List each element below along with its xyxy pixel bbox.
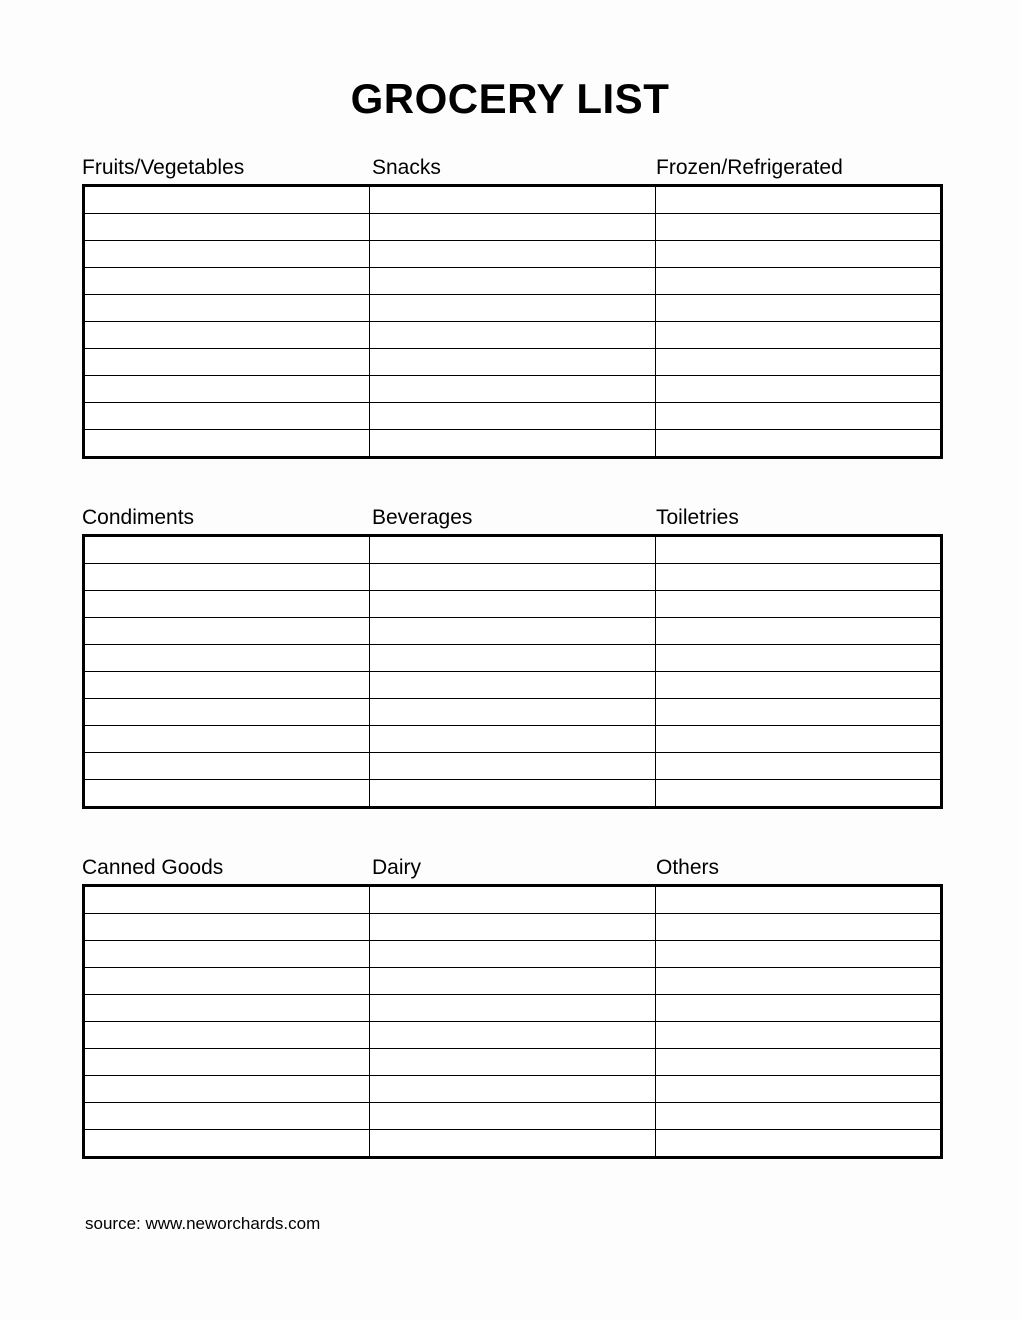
table-row (84, 268, 942, 295)
grid-cell[interactable] (656, 186, 942, 214)
grid-cell[interactable] (84, 268, 370, 295)
grid-cell[interactable] (370, 753, 656, 780)
grid-cell[interactable] (656, 1103, 942, 1130)
table-row (84, 672, 942, 699)
grid-cell[interactable] (656, 1076, 942, 1103)
grid-cell[interactable] (370, 564, 656, 591)
page-title: GROCERY LIST (350, 75, 670, 122)
grid-cell[interactable] (656, 780, 942, 808)
grid-cell[interactable] (84, 430, 370, 458)
table-row (84, 376, 942, 403)
grid-cell[interactable] (370, 591, 656, 618)
table-row (84, 349, 942, 376)
grid-cell[interactable] (84, 1130, 370, 1158)
grid-cell[interactable] (656, 591, 942, 618)
table-row (84, 295, 942, 322)
grid-cell[interactable] (84, 322, 370, 349)
column-header-0: Canned Goods (82, 856, 224, 879)
grid-body (84, 186, 942, 458)
grid-cell[interactable] (84, 186, 370, 214)
column-header-2: Frozen/Refrigerated (656, 156, 843, 179)
grid-cell[interactable] (370, 349, 656, 376)
table-row (84, 753, 942, 780)
grid-cell[interactable] (84, 1022, 370, 1049)
column-header-1: Dairy (372, 856, 422, 879)
grid-cell[interactable] (656, 941, 942, 968)
grid-cell[interactable] (370, 780, 656, 808)
section-column-headers (82, 855, 935, 881)
table-row (84, 699, 942, 726)
table-row (84, 591, 942, 618)
grid-cell[interactable] (370, 1130, 656, 1158)
grid-cell[interactable] (370, 1022, 656, 1049)
grid-cell[interactable] (84, 995, 370, 1022)
grid-cell[interactable] (656, 376, 942, 403)
table-row (84, 645, 942, 672)
grid-cell[interactable] (656, 241, 942, 268)
grid-cell[interactable] (370, 941, 656, 968)
table-row (84, 726, 942, 753)
grid-cell[interactable] (370, 376, 656, 403)
grid-cell[interactable] (656, 645, 942, 672)
grid-cell[interactable] (370, 295, 656, 322)
table-row (84, 1049, 942, 1076)
grid-cell[interactable] (656, 914, 942, 941)
grid-cell[interactable] (370, 268, 656, 295)
table-row (84, 430, 942, 458)
table-row (84, 1076, 942, 1103)
grid-cell[interactable] (656, 1130, 942, 1158)
table-row (84, 186, 942, 214)
grid-cell[interactable] (370, 995, 656, 1022)
grocery-section-canned-dairy-others (82, 855, 935, 1159)
grocery-section-fruits-snacks-frozen (82, 155, 935, 459)
grid-cell[interactable] (370, 1049, 656, 1076)
grocery-section-condiments-beverages-toiletries (82, 505, 935, 809)
column-header-2: Others (656, 856, 720, 879)
column-header-1: Beverages (372, 506, 473, 529)
column-header-0: Fruits/Vegetables (82, 156, 245, 179)
grid-cell[interactable] (656, 214, 942, 241)
grid-cell[interactable] (84, 376, 370, 403)
grid-cell[interactable] (656, 536, 942, 564)
section-column-headers (82, 505, 935, 531)
table-row (84, 1103, 942, 1130)
table-row (84, 886, 942, 914)
grid-cell[interactable] (370, 699, 656, 726)
grid-cell[interactable] (84, 726, 370, 753)
grid-cell[interactable] (370, 241, 656, 268)
source-note: source: www.neworchards.com (85, 1214, 321, 1233)
grid-cell[interactable] (370, 886, 656, 914)
grocery-grid (82, 534, 943, 809)
grid-cell[interactable] (84, 403, 370, 430)
table-row (84, 322, 942, 349)
table-row (84, 780, 942, 808)
grid-cell[interactable] (84, 699, 370, 726)
table-row (84, 214, 942, 241)
grid-cell[interactable] (84, 295, 370, 322)
grid-cell[interactable] (656, 1049, 942, 1076)
table-row (84, 1022, 942, 1049)
table-row (84, 536, 942, 564)
grid-cell[interactable] (656, 699, 942, 726)
grid-cell[interactable] (84, 1076, 370, 1103)
grid-cell[interactable] (84, 536, 370, 564)
grocery-grid (82, 184, 943, 459)
grid-cell[interactable] (656, 403, 942, 430)
grid-cell[interactable] (84, 214, 370, 241)
grid-cell[interactable] (370, 403, 656, 430)
grid-cell[interactable] (656, 618, 942, 645)
grid-cell[interactable] (370, 645, 656, 672)
grid-cell[interactable] (84, 591, 370, 618)
grid-cell[interactable] (84, 914, 370, 941)
grid-cell[interactable] (370, 618, 656, 645)
grid-cell[interactable] (656, 672, 942, 699)
table-row (84, 403, 942, 430)
grid-cell[interactable] (84, 349, 370, 376)
grid-cell[interactable] (84, 672, 370, 699)
grid-cell[interactable] (370, 214, 656, 241)
grid-cell[interactable] (370, 1076, 656, 1103)
grid-cell[interactable] (370, 1103, 656, 1130)
table-row (84, 241, 942, 268)
grid-cell[interactable] (84, 886, 370, 914)
table-row (84, 1130, 942, 1158)
grid-cell[interactable] (84, 241, 370, 268)
table-row (84, 995, 942, 1022)
grid-cell[interactable] (656, 995, 942, 1022)
grid-cell[interactable] (84, 1049, 370, 1076)
grid-cell[interactable] (656, 295, 942, 322)
grid-cell[interactable] (370, 322, 656, 349)
grid-cell[interactable] (656, 886, 942, 914)
grid-cell[interactable] (84, 645, 370, 672)
grid-cell[interactable] (656, 968, 942, 995)
grid-cell[interactable] (370, 726, 656, 753)
section-column-headers (82, 155, 935, 181)
grid-cell[interactable] (370, 914, 656, 941)
grid-cell[interactable] (656, 349, 942, 376)
table-row (84, 914, 942, 941)
table-row (84, 941, 942, 968)
grid-cell[interactable] (84, 564, 370, 591)
grid-cell[interactable] (370, 536, 656, 564)
grid-cell[interactable] (656, 322, 942, 349)
table-row (84, 564, 942, 591)
grid-cell[interactable] (84, 968, 370, 995)
grid-cell[interactable] (656, 726, 942, 753)
grid-cell[interactable] (84, 780, 370, 808)
grid-cell[interactable] (84, 753, 370, 780)
grid-cell[interactable] (656, 268, 942, 295)
grid-cell[interactable] (656, 564, 942, 591)
grid-cell[interactable] (84, 618, 370, 645)
grocery-grid (82, 884, 943, 1159)
column-header-0: Condiments (82, 506, 195, 529)
grid-body (84, 886, 942, 1158)
grid-cell[interactable] (656, 1022, 942, 1049)
table-row (84, 968, 942, 995)
column-header-1: Snacks (372, 156, 441, 179)
table-row (84, 618, 942, 645)
grid-body (84, 536, 942, 808)
grid-cell[interactable] (370, 968, 656, 995)
grid-cell[interactable] (370, 430, 656, 458)
column-header-2: Toiletries (656, 506, 739, 529)
grid-cell[interactable] (656, 753, 942, 780)
grid-cell[interactable] (370, 186, 656, 214)
grid-cell[interactable] (370, 672, 656, 699)
grid-cell[interactable] (656, 430, 942, 458)
grid-cell[interactable] (84, 941, 370, 968)
grid-cell[interactable] (84, 1103, 370, 1130)
